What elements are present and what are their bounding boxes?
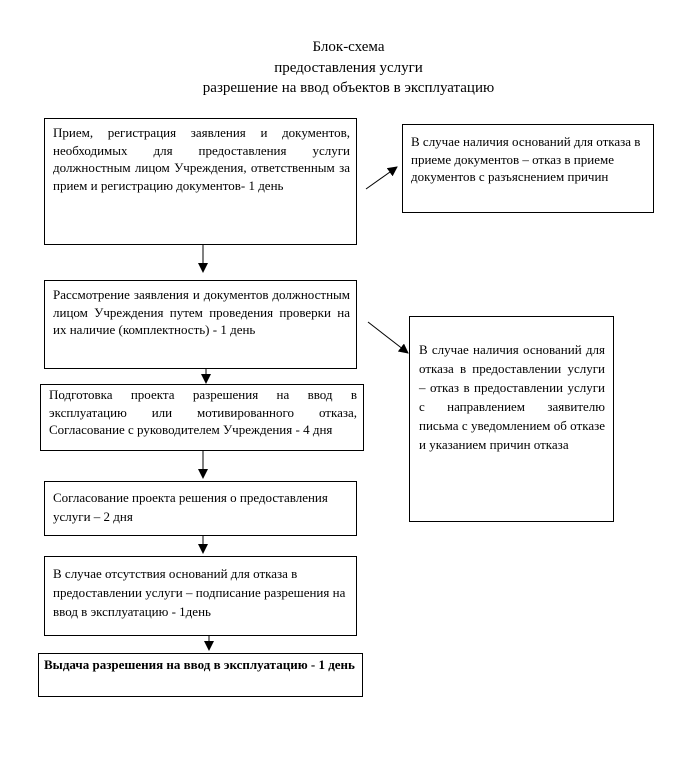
- refusal-documents-box: В случае наличия оснований для отказа в приеме документов – отказ в приеме документов с разъяснением причин: [402, 124, 654, 213]
- step-3-draft-box: Подготовка проекта разрешения на ввод в эксплуатацию или мотивированного отказа, Согласование с руководителем Учреждения - 4 дня: [40, 384, 364, 451]
- diagram-title-line-2: предоставления услуги: [274, 60, 423, 76]
- step-1-reception-box: Прием, регистрация заявления и документов, необходимых для предоставления услуги должностным лицом Учреждения, ответственным за прием и регистрацию документов- 1 день: [44, 118, 357, 245]
- diagram-title-line-3: разрешение на ввод объектов в эксплуатацию: [202, 80, 495, 96]
- arrow-step2-to-refusal-service: [368, 322, 408, 353]
- diagram-title-line-1: Блок-схема: [312, 39, 385, 55]
- step-5-signing-box: В случае отсутствия оснований для отказа в предоставлении услуги – подписание разрешения на ввод в эксплуатацию - 1день: [44, 556, 357, 636]
- step-4-approval-box: Согласование проекта решения о предоставления услуги – 2 дня: [44, 481, 357, 536]
- step-2-review-box: Рассмотрение заявления и документов должностным лицом Учреждения путем проведения проверки на их наличие (комплектность) - 1 день: [44, 280, 357, 369]
- refusal-service-box: В случае наличия оснований для отказа в предоставлении услуги – отказ в предоставлении услуги с направлением заявителю письма с уведомлением об отказе и указанием причин отказа: [409, 316, 614, 522]
- arrow-step1-to-refusal-documents: [366, 167, 397, 189]
- step-6-issuance-box: Выдача разрешения на ввод в эксплуатацию - 1 день: [38, 653, 363, 697]
